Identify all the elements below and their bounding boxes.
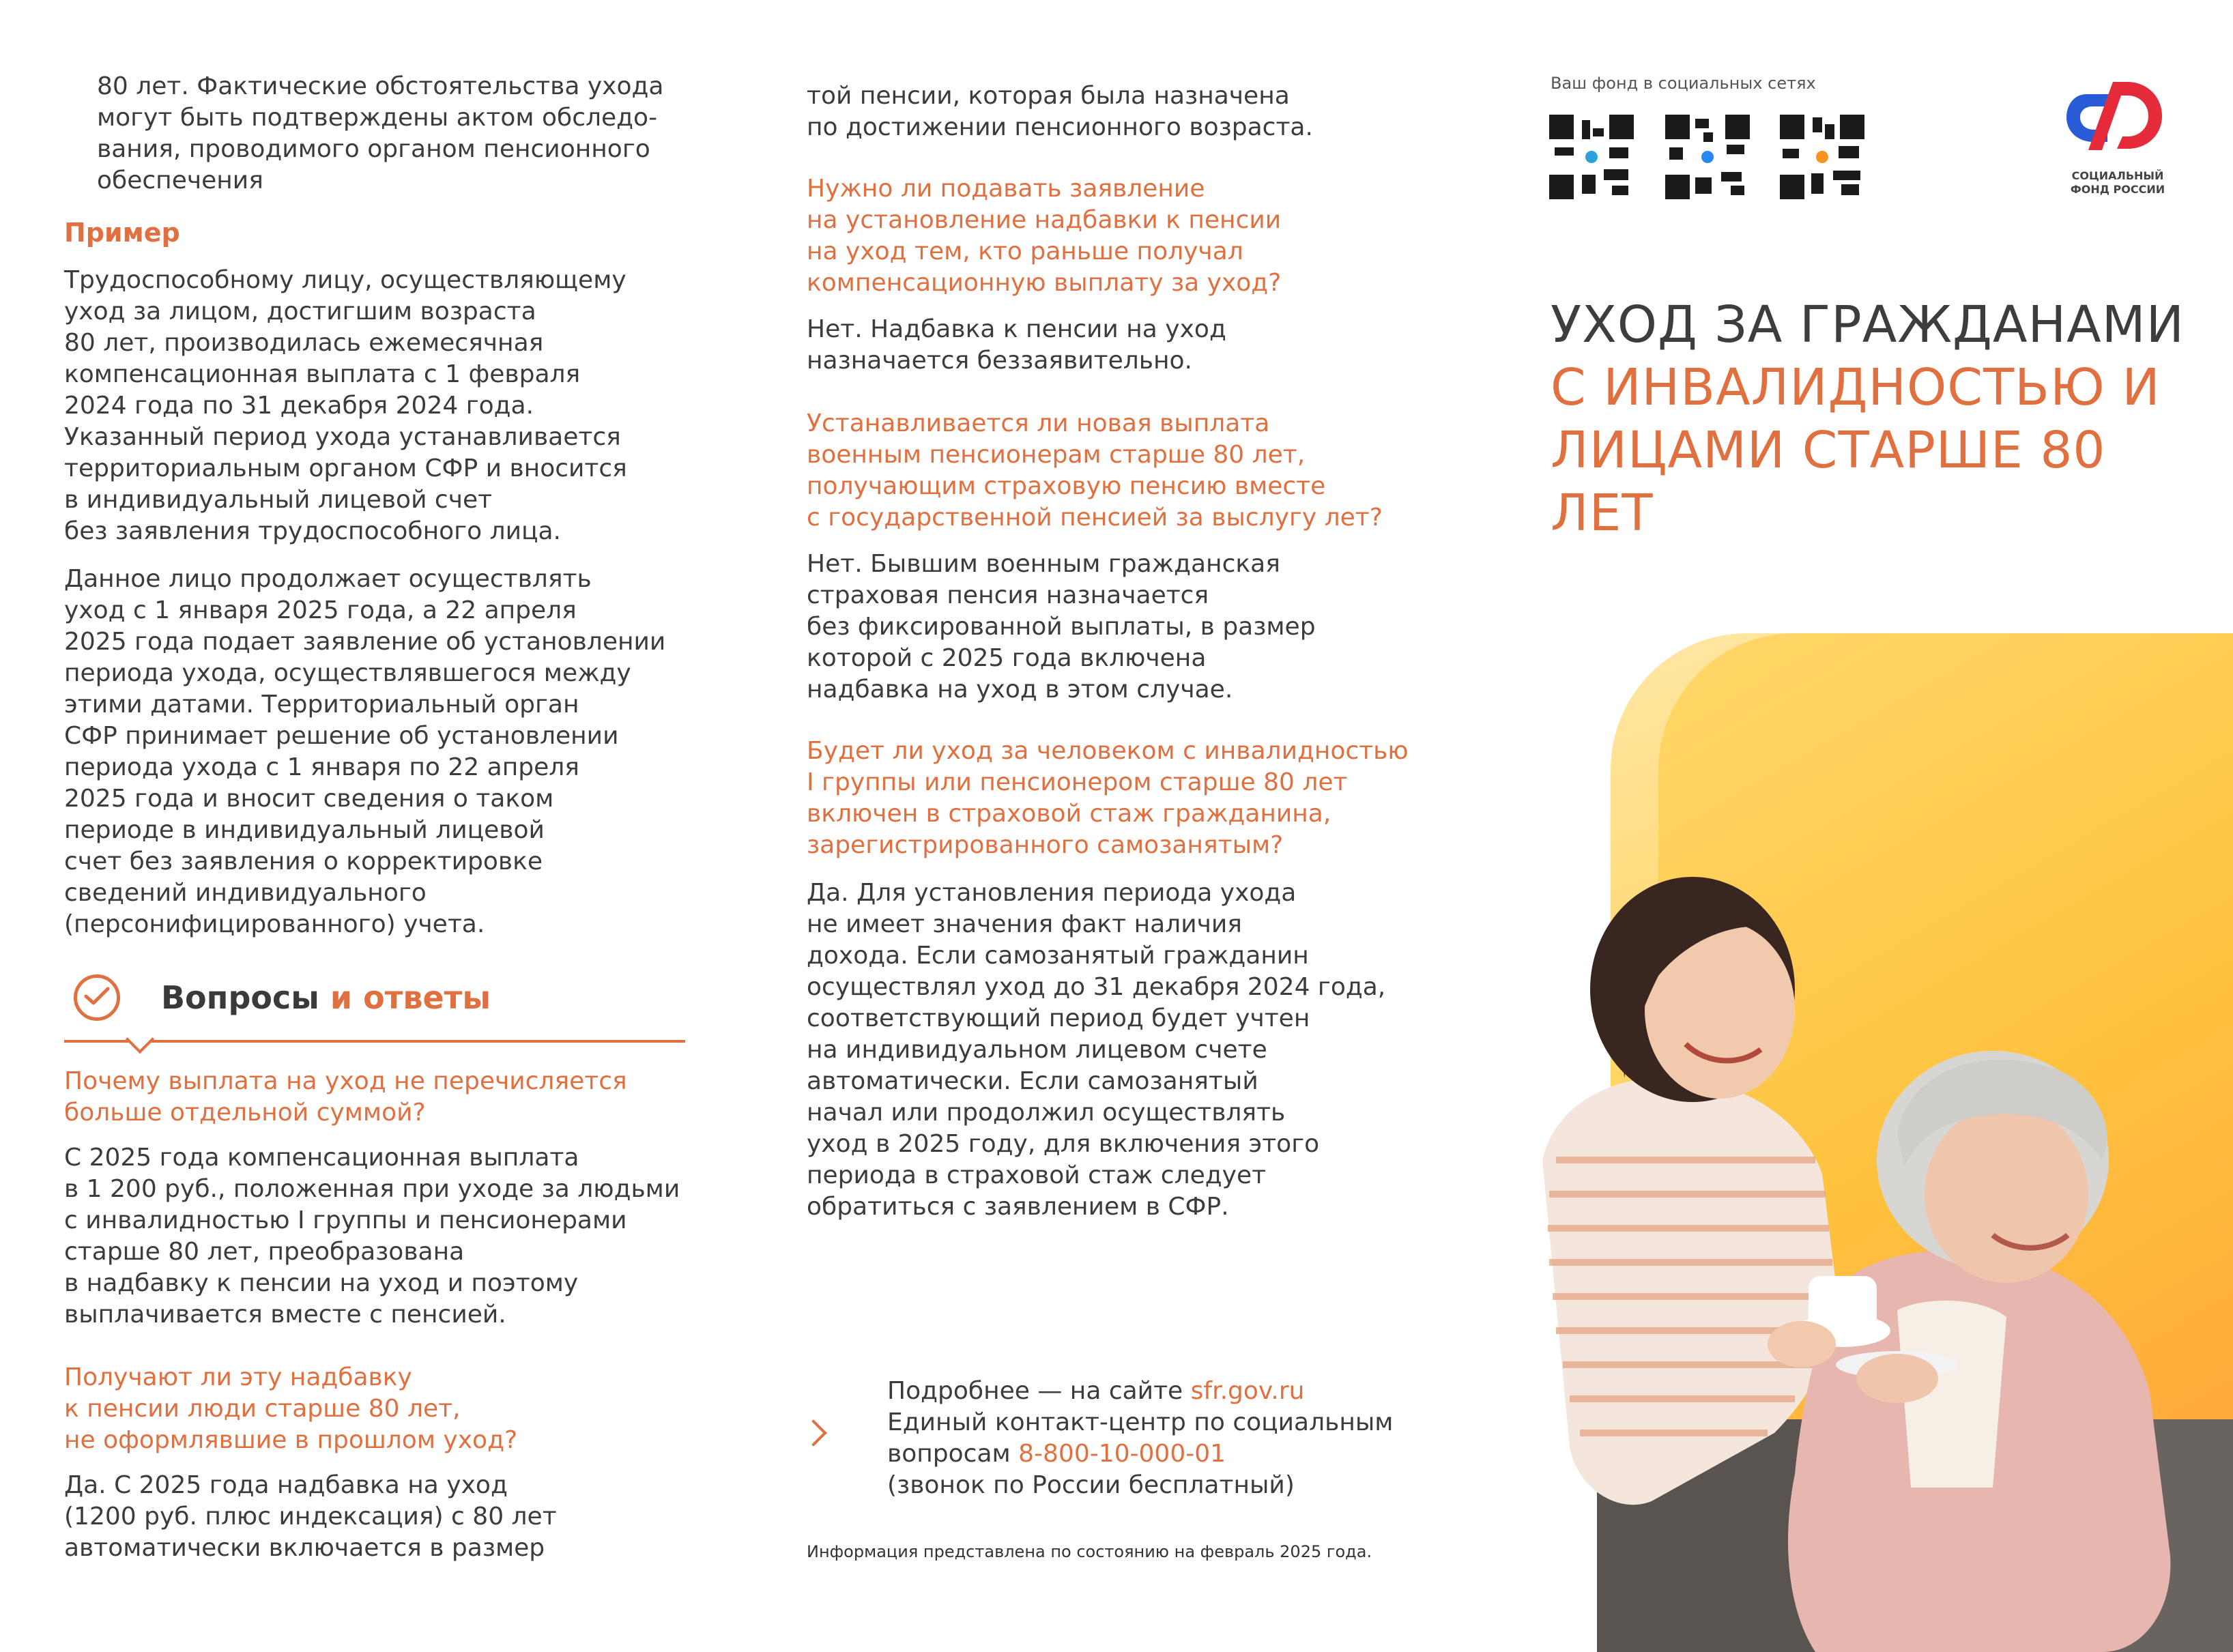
ok-icon: [1814, 149, 1830, 165]
qr-code-ok[interactable]: [1780, 115, 1864, 199]
answer-5: Да. Для установления периода ухода не имеет значения факт наличия дохода. Если самозанятый гражданин осуществлял уход до 31 декабря 2024 года, соответствующий период будет учтен на индивидуальном лицевом счете автоматически. Если самозанятый начал или продолжил осуществлять уход в 2025 году, для включения этого периода в страховой стаж следует обратиться с заявлением в СФР.: [807, 879, 1386, 1221]
contact-block: [887, 1376, 1393, 1501]
contact-line-4: (звонок по России бесплатный): [887, 1471, 1295, 1499]
social-label: Ваш фонд в социальных сетях: [1551, 74, 1816, 93]
question-5: Будет ли уход за человеком с инвалидностью I группы или пенсионером старше 80 лет включен в страховой стаж гражданина, зарегистрированного самозанятым?: [807, 737, 1409, 859]
qa-section-header: [64, 969, 685, 1044]
answer-4: Нет. Бывшим военным гражданская страховая пенсия назначается без фиксированной выплаты, в размер которой с 2025 года включена надбавка на уход в этом случае.: [807, 550, 1316, 704]
contact-line-2: Единый контакт-центр по социальным: [887, 1408, 1394, 1436]
answer-1: С 2025 года компенсационная выплата в 1 200 руб., положенная при уходе за людьми с инвалидностью I группы и пенсионерами старше 80 лет, преобразована в надбавку к пенсии на уход и поэтому выплачивается вместе с пенсией.: [64, 1144, 680, 1329]
example-paragraph-1: Трудоспособному лицу, осуществляющему уход за лицом, достигшим возраста 80 лет, производилась ежемесячная компенсационная выплата с 1 февраля 2024 года по 31 декабря 2024 года. Указанный период ухода устанавливается территориальным органом СФР и вносится в индивидуальный лицевой счет без заявления трудоспособного лица.: [64, 266, 627, 545]
answer-2: Да. С 2025 года надбавка на уход (1200 руб. плюс индексация) с 80 лет автоматически включается в размер: [64, 1471, 557, 1562]
brochure-title: УХОД ЗА ГРАЖДАНАМИ С ИНВАЛИДНОСТЬЮ И ЛИЦАМИ СТАРШЕ 80 ЛЕТ: [1551, 295, 2185, 542]
question-1: Почему выплата на уход не перечисляется больше отдельной суммой?: [64, 1067, 627, 1127]
qa-title: Вопросы и ответы: [161, 979, 491, 1016]
question-3: Нужно ли подавать заявление на установление надбавки к пенсии на уход тем, кто раньше получал компенсационную выплату за уход?: [807, 175, 1282, 297]
site-link[interactable]: sfr.gov.ru: [1190, 1377, 1305, 1405]
chevron-right-icon: [800, 1419, 827, 1447]
telegram-icon: [1583, 149, 1600, 165]
continuation-text: той пенсии, которая была назначена по достижении пенсионного возраста.: [807, 82, 1313, 141]
question-2: Получают ли эту надбавку к пенсии люди старше 80 лет, не оформлявшие в прошлом уход?: [64, 1363, 518, 1454]
qa-divider-notch: [126, 1025, 154, 1054]
check-circle-icon: [74, 974, 120, 1021]
footer-note: Информация представлена по состоянию на февраль 2025 года.: [807, 1542, 1372, 1561]
question-4: Устанавливается ли новая выплата военным пенсионерам старше 80 лет, получающим страховую пенсию вместе с государственной пенсией за выслугу лет?: [807, 409, 1383, 532]
answer-3: Нет. Надбавка к пенсии на уход назначается беззаявительно.: [807, 315, 1226, 375]
sfr-logo: [2060, 68, 2176, 205]
phone-link[interactable]: 8-800-10-000-01: [1018, 1440, 1226, 1468]
logo-text: СОЦИАЛЬНЫЙ ФОНД РОССИИ: [2070, 169, 2165, 196]
contact-line-3: вопросам 8-800-10-000-01: [887, 1440, 1226, 1468]
vk-icon: [1699, 149, 1716, 165]
qr-code-vk[interactable]: [1665, 115, 1750, 199]
qr-code-telegram[interactable]: [1549, 115, 1634, 199]
caregiver-photo: [1515, 873, 2233, 1652]
qa-divider: [64, 1040, 685, 1043]
intro-text: 80 лет. Фактические обстоятельства ухода могут быть подтверждены актом обследо- вания, проводимого органом пенсионного обеспечения: [97, 72, 664, 194]
example-heading: Пример: [64, 218, 180, 248]
contact-line-1: Подробнее — на сайте sfr.gov.ru: [887, 1377, 1305, 1405]
example-paragraph-2: Данное лицо продолжает осуществлять уход с 1 января 2025 года, а 22 апреля 2025 года подает заявление об установлении периода ухода, осуществлявшегося между этими датами. Территориальный орган СФР принимает решение об установлении периода ухода с 1 января по 22 апреля 2025 года и вносит сведения о таком периоде в индивидуальный лицевой счет без заявления о корректировке сведений индивидуального (персонифицированного) учета.: [64, 565, 666, 938]
